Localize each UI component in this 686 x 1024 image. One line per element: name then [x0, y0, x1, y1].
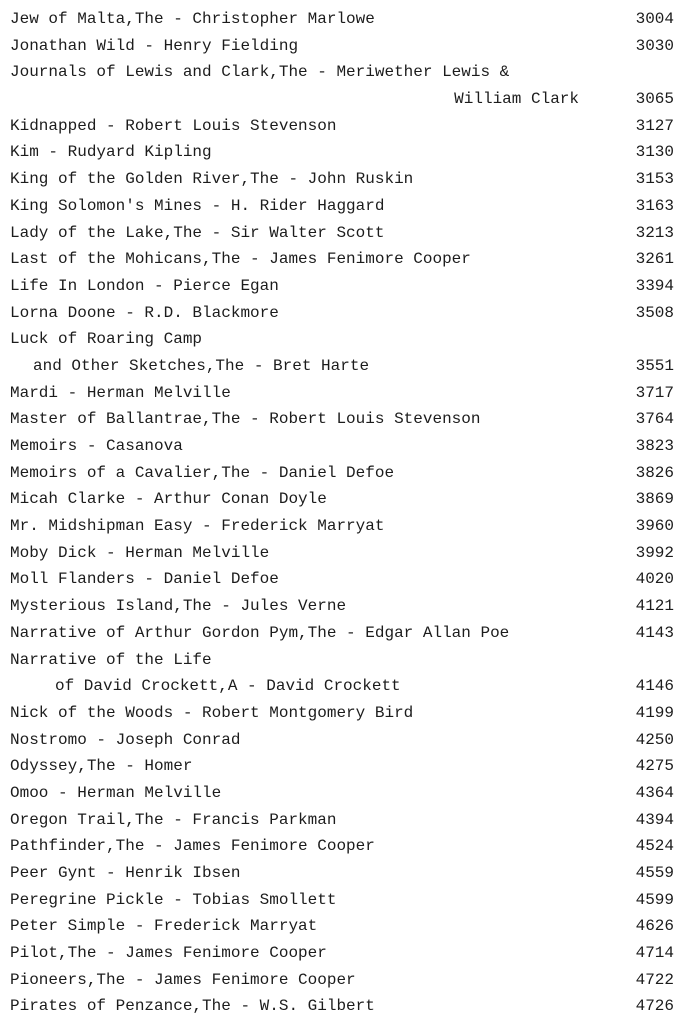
- entry-title: Luck of Roaring Camp: [10, 330, 203, 349]
- entry-number: 3764: [635, 410, 674, 429]
- index-entry: [0, 6, 686, 33]
- index-entry: [0, 326, 686, 353]
- index-entry: [0, 406, 686, 433]
- entry-title: Pathfinder,The - James Fenimore Cooper: [10, 837, 375, 856]
- entry-title: Journals of Lewis and Clark,The - Meriwether Lewis &: [10, 63, 510, 82]
- index-entry: [0, 727, 686, 754]
- index-entry: [0, 753, 686, 780]
- entry-title: Peer Gynt - Henrik Ibsen: [10, 864, 241, 882]
- entry-number: 3261: [635, 250, 674, 269]
- index-entry: [0, 593, 686, 620]
- entry-title: Moby Dick - Herman Melville: [10, 543, 270, 562]
- entry-title: Nostromo - Joseph Conrad: [10, 730, 241, 749]
- entry-number: 3508: [635, 303, 674, 322]
- entry-number: 3960: [635, 517, 674, 536]
- entry-number: 3717: [635, 383, 674, 402]
- entry-title: Jonathan Wild - Henry Fielding: [10, 36, 299, 55]
- entry-number: 3127: [635, 116, 674, 135]
- index-entry: [0, 460, 686, 487]
- entry-title: Peregrine Pickle - Tobias Smollett: [10, 890, 337, 909]
- entry-title: Nick of the Woods - Robert Montgomery Bird: [10, 703, 414, 722]
- entry-number: 4714: [635, 944, 674, 963]
- entry-number: 4394: [635, 810, 674, 829]
- index-entry: [0, 513, 686, 540]
- entry-title: William Clark: [454, 90, 579, 109]
- index-entry: [0, 967, 686, 994]
- index-entry: [0, 860, 686, 887]
- entry-title: Mardi - Herman Melville: [10, 383, 231, 402]
- index-entry: [0, 940, 686, 967]
- entry-number: 4626: [635, 917, 674, 936]
- entry-title: Oregon Trail,The - Francis Parkman: [10, 810, 337, 829]
- entry-title: Jew of Malta,The - Christopher Marlowe: [10, 10, 375, 28]
- entry-number: 3065: [635, 90, 674, 109]
- entry-title: Narrative of Arthur Gordon Pym,The - Edgar Allan Poe: [10, 623, 510, 642]
- entry-title: Memoirs of a Cavalier,The - Daniel Defoe: [10, 463, 395, 482]
- index-entry: [0, 486, 686, 513]
- entry-title: King Solomon's Mines - H. Rider Haggard: [10, 196, 385, 215]
- entry-title: Mr. Midshipman Easy - Frederick Marryat: [10, 517, 385, 536]
- index-entry: [0, 273, 686, 300]
- entry-title: Lorna Doone - R.D. Blackmore: [10, 303, 279, 322]
- index-entry: [0, 59, 686, 86]
- index-entry: [0, 353, 686, 380]
- entry-title: Narrative of the Life: [10, 650, 212, 669]
- entry-title: of David Crockett,A - David Crockett: [55, 677, 401, 696]
- entry-number: 3163: [635, 196, 674, 215]
- index-entry: [0, 433, 686, 460]
- index-entry: [0, 620, 686, 647]
- entry-title: Kim - Rudyard Kipling: [10, 143, 212, 162]
- entry-number: 4250: [635, 730, 674, 749]
- index-entry: [0, 673, 686, 700]
- entry-number: 3004: [635, 10, 674, 28]
- index-entry: [0, 566, 686, 593]
- entry-title: Kidnapped - Robert Louis Stevenson: [10, 116, 337, 135]
- entry-number: 4722: [635, 970, 674, 989]
- entry-number: 4146: [635, 677, 674, 696]
- entry-title: Odyssey,The - Homer: [10, 757, 193, 776]
- entry-number: 4559: [635, 864, 674, 882]
- index-entry: [0, 86, 686, 113]
- entry-title: Last of the Mohicans,The - James Fenimore Cooper: [10, 250, 471, 269]
- index-entry: [0, 380, 686, 407]
- entry-number: 3130: [635, 143, 674, 162]
- index-entry: [0, 540, 686, 567]
- entry-title: Pilot,The - James Fenimore Cooper: [10, 944, 327, 963]
- index-list: [0, 6, 686, 1020]
- index-entry: [0, 780, 686, 807]
- entry-number: 3992: [635, 543, 674, 562]
- entry-number: 4121: [635, 597, 674, 616]
- entry-number: 4020: [635, 570, 674, 589]
- index-entry: [0, 300, 686, 327]
- entry-number: 3030: [635, 36, 674, 55]
- index-entry: [0, 833, 686, 860]
- index-entry: [0, 166, 686, 193]
- entry-number: 4275: [635, 757, 674, 776]
- entry-title: Moll Flanders - Daniel Defoe: [10, 570, 279, 589]
- entry-title: and Other Sketches,The - Bret Harte: [33, 356, 370, 375]
- entry-title: Pirates of Penzance,The - W.S. Gilbert: [10, 997, 375, 1016]
- entry-number: 4726: [635, 997, 674, 1016]
- entry-title: Master of Ballantrae,The - Robert Louis Stevenson: [10, 410, 481, 429]
- index-entry: [0, 113, 686, 140]
- entry-number: 3153: [635, 170, 674, 189]
- entry-number: 3213: [635, 223, 674, 242]
- entry-number: 4143: [635, 623, 674, 642]
- entry-title: Lady of the Lake,The - Sir Walter Scott: [10, 223, 385, 242]
- entry-title: Micah Clarke - Arthur Conan Doyle: [10, 490, 327, 509]
- entry-title: Pioneers,The - James Fenimore Cooper: [10, 970, 356, 989]
- entry-number: 3551: [635, 356, 674, 375]
- entry-number: 3823: [635, 437, 674, 455]
- entry-number: 3869: [635, 490, 674, 509]
- index-entry: [0, 807, 686, 834]
- entry-number: 3826: [635, 463, 674, 482]
- entry-title: Omoo - Herman Melville: [10, 783, 222, 802]
- index-entry: [0, 887, 686, 914]
- index-entry: [0, 700, 686, 727]
- entry-title: Life In London - Pierce Egan: [10, 276, 279, 295]
- entry-number: 4599: [635, 890, 674, 909]
- index-entry: [0, 193, 686, 220]
- entry-number: 3394: [635, 276, 674, 295]
- entry-title: Mysterious Island,The - Jules Verne: [10, 597, 347, 616]
- index-entry: [0, 246, 686, 273]
- entry-title: Memoirs - Casanova: [10, 437, 183, 455]
- index-entry: [0, 913, 686, 940]
- entry-title: Peter Simple - Frederick Marryat: [10, 917, 318, 936]
- index-entry: [0, 993, 686, 1020]
- index-entry: [0, 139, 686, 166]
- entry-number: 4199: [635, 703, 674, 722]
- index-entry: [0, 220, 686, 247]
- entry-number: 4364: [635, 783, 674, 802]
- entry-title: King of the Golden River,The - John Ruskin: [10, 170, 414, 189]
- index-entry: [0, 647, 686, 674]
- index-entry: [0, 33, 686, 60]
- entry-number: 4524: [635, 837, 674, 856]
